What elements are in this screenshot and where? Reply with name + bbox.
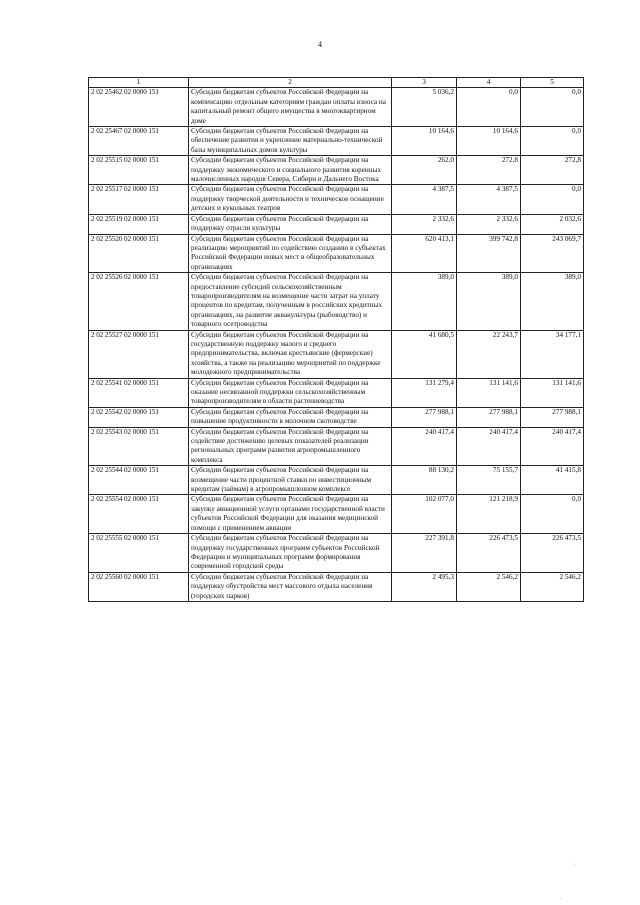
value-col3-cell: 41 680,5 (392, 330, 457, 378)
value-col3-cell: 131 279,4 (392, 378, 457, 407)
margin-mark: · (560, 896, 562, 902)
value-col5-cell: 2 546,2 (521, 572, 584, 601)
table-row (89, 214, 584, 234)
budget-table (88, 77, 584, 602)
value-col4-cell: 121 218,9 (457, 495, 521, 534)
budget-code-cell: 2 02 25541 02 0000 151 (89, 378, 189, 407)
table-header-row (89, 78, 584, 88)
budget-code-cell: 2 02 25560 02 0000 151 (89, 572, 189, 601)
budget-code-cell: 2 02 25526 02 0000 151 (89, 273, 189, 330)
table-row (89, 378, 584, 407)
value-col3-cell: 88 130,2 (392, 466, 457, 495)
description-cell: Субсидии бюджетам субъектов Российской Федерации на обеспечение развития и укрепление материально-технической базы муниципальных домов культуры (189, 127, 392, 156)
description-cell: Субсидии бюджетам субъектов Российской Федерации на поддержку экономического и социального развития коренных малочисленных народов Севера, Сибири и Дальнего Востока (189, 156, 392, 185)
value-col5-cell: 272,8 (521, 156, 584, 185)
description-cell: Субсидии бюджетам субъектов Российской Федерации на поддержку обустройства мест массового отдыха населения (городских парков) (189, 572, 392, 601)
value-col4-cell: 240 417,4 (457, 427, 521, 466)
table-row (89, 407, 584, 427)
value-col4-cell: 22 243,7 (457, 330, 521, 378)
margin-mark: · (574, 862, 576, 868)
budget-code-cell: 2 02 25467 02 0000 151 (89, 127, 189, 156)
description-cell: Субсидии бюджетам субъектов Российской Федерации на возмещение части процентной ставки по инвестиционным кредитам (займам) в агропромышленном комплексе (189, 466, 392, 495)
description-cell: Субсидии бюджетам субъектов Российской Федерации на поддержку творческой деятельности и техническое оснащение детских и кукольных театров (189, 185, 392, 214)
value-col3-cell: 5 036,2 (392, 88, 457, 127)
description-cell: Субсидии бюджетам субъектов Российской Федерации на государственную поддержку малого и среднего предпринимательства, включая крестьянские (фермерские) хозяйства, а также на реализацию мероприятий по поддержке молодежного предпринимательства (189, 330, 392, 378)
table-row (89, 185, 584, 214)
budget-code-cell: 2 02 25555 02 0000 151 (89, 534, 189, 573)
column-header: 4 (457, 78, 521, 88)
table-row (89, 273, 584, 330)
value-col3-cell: 240 417,4 (392, 427, 457, 466)
value-col4-cell: 226 473,5 (457, 534, 521, 573)
budget-code-cell: 2 02 25517 02 0000 151 (89, 185, 189, 214)
budget-code-cell: 2 02 25542 02 0000 151 (89, 407, 189, 427)
table-row (89, 495, 584, 534)
description-cell: Субсидии бюджетам субъектов Российской Федерации на поддержку государственных программ субъектов Российской Федерации и муниципальных программ формирования современной городской среды (189, 534, 392, 573)
description-cell: Субсидии бюджетам субъектов Российской Федерации на содействие достижению целевых показателей реализации региональных программ развития агропромышленного комплекса (189, 427, 392, 466)
value-col4-cell: 277 988,1 (457, 407, 521, 427)
page-number: 4 (318, 40, 322, 49)
value-col5-cell: 0,0 (521, 127, 584, 156)
table-row (89, 88, 584, 127)
value-col3-cell: 10 164,6 (392, 127, 457, 156)
value-col5-cell: 226 473,5 (521, 534, 584, 573)
description-cell: Субсидии бюджетам субъектов Российской Федерации на реализацию мероприятий по содействию созданию в субъектах Российской Федерации новых мест в общеобразовательных организациях (189, 234, 392, 273)
value-col5-cell: 389,0 (521, 273, 584, 330)
description-cell: Субсидии бюджетам субъектов Российской Федерации на компенсацию отдельным категориям граждан оплаты взноса на капитальный ремонт общего имущества в многоквартирном доме (189, 88, 392, 127)
value-col5-cell: 131 141,6 (521, 378, 584, 407)
value-col4-cell: 389,0 (457, 273, 521, 330)
budget-code-cell: 2 02 25543 02 0000 151 (89, 427, 189, 466)
table-row (89, 330, 584, 378)
table-row (89, 127, 584, 156)
budget-code-cell: 2 02 25544 02 0000 151 (89, 466, 189, 495)
budget-code-cell: 2 02 25519 02 0000 151 (89, 214, 189, 234)
value-col3-cell: 620 413,1 (392, 234, 457, 273)
description-cell: Субсидии бюджетам субъектов Российской Федерации на предоставление субсидий сельскохозяйственным товаропроизводителям на возмещение части затрат на уплату процентов по кредитам, полученным в российских кредитных организациях, на развитие аквакультуры (рыбоводство) и товарного осетроводства (189, 273, 392, 330)
column-header: 5 (521, 78, 584, 88)
value-col5-cell: 0,0 (521, 88, 584, 127)
value-col4-cell: 399 742,8 (457, 234, 521, 273)
value-col3-cell: 2 332,6 (392, 214, 457, 234)
value-col3-cell: 2 495,3 (392, 572, 457, 601)
value-col3-cell: 277 988,1 (392, 407, 457, 427)
column-header: 2 (189, 78, 392, 88)
value-col4-cell: 2 546,2 (457, 572, 521, 601)
table-row (89, 572, 584, 601)
value-col5-cell: 277 988,1 (521, 407, 584, 427)
budget-code-cell: 2 02 25520 02 0000 151 (89, 234, 189, 273)
description-cell: Субсидии бюджетам субъектов Российской Федерации на оказание несвязанной поддержки сельскохозяйственным товаропроизводителям в области растениеводства (189, 378, 392, 407)
value-col4-cell: 0,0 (457, 88, 521, 127)
value-col4-cell: 272,8 (457, 156, 521, 185)
value-col3-cell: 102 077,0 (392, 495, 457, 534)
value-col4-cell: 131 141,6 (457, 378, 521, 407)
table-row (89, 427, 584, 466)
value-col3-cell: 4 387,5 (392, 185, 457, 214)
value-col4-cell: 75 155,7 (457, 466, 521, 495)
value-col5-cell: 243 069,7 (521, 234, 584, 273)
table-row (89, 234, 584, 273)
column-header: 1 (89, 78, 189, 88)
value-col5-cell: 0,0 (521, 185, 584, 214)
value-col3-cell: 262,0 (392, 156, 457, 185)
table-row (89, 534, 584, 573)
description-cell: Субсидии бюджетам субъектов Российской Федерации на закупку авиационной услуги органами государственной власти субъектов Российской Федерации для оказания медицинской помощи с применением авиации (189, 495, 392, 534)
budget-code-cell: 2 02 25554 02 0000 151 (89, 495, 189, 534)
table-row (89, 466, 584, 495)
value-col5-cell: 240 417,4 (521, 427, 584, 466)
table-row (89, 156, 584, 185)
value-col5-cell: 41 415,8 (521, 466, 584, 495)
description-cell: Субсидии бюджетам субъектов Российской Федерации на повышение продуктивности в молочном скотоводстве (189, 407, 392, 427)
value-col4-cell: 10 164,6 (457, 127, 521, 156)
description-cell: Субсидии бюджетам субъектов Российской Федерации на поддержку отрасли культуры (189, 214, 392, 234)
value-col5-cell: 34 177,1 (521, 330, 584, 378)
value-col5-cell: 0,0 (521, 495, 584, 534)
budget-code-cell: 2 02 25527 02 0000 151 (89, 330, 189, 378)
value-col4-cell: 2 332,6 (457, 214, 521, 234)
budget-code-cell: 2 02 25515 02 0000 151 (89, 156, 189, 185)
column-header: 3 (392, 78, 457, 88)
value-col5-cell: 2 032,6 (521, 214, 584, 234)
value-col4-cell: 4 387,5 (457, 185, 521, 214)
budget-code-cell: 2 02 25462 02 0000 151 (89, 88, 189, 127)
value-col3-cell: 227 391,8 (392, 534, 457, 573)
value-col3-cell: 389,0 (392, 273, 457, 330)
